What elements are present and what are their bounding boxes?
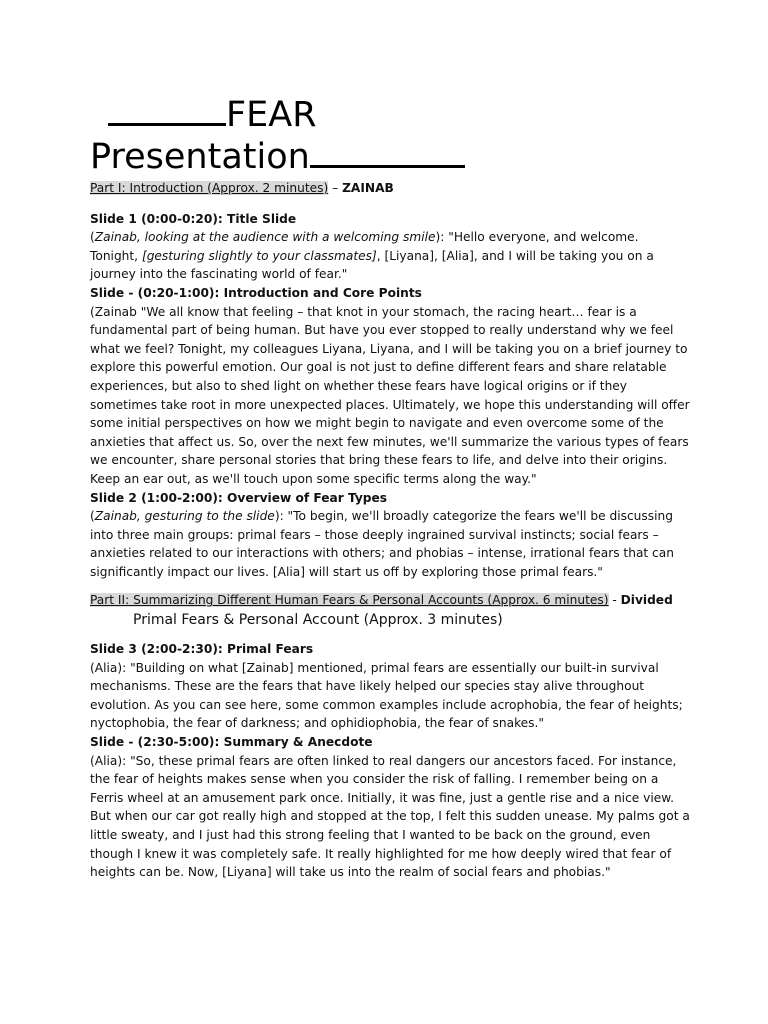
part2-separator: -	[608, 593, 621, 608]
part1-heading-line	[90, 179, 690, 198]
slide1-stage-direction-2: [gesturing slightly to your classmates]	[141, 248, 377, 263]
part1-heading: Part I: Introduction (Approx. 2 minutes)	[90, 181, 329, 195]
slide1-text-2: , [Liyana], [Alia], and I will be taking you on a journey into the fascinating world of fear."	[90, 248, 654, 282]
slide1-open: (	[90, 230, 95, 245]
title-word-presentation: Presentation	[90, 137, 310, 177]
slide-intro-heading: Slide - (0:20-1:00): Introduction and Core Points	[90, 285, 422, 300]
slide2-stage-direction: Zainab, gesturing to the slide	[94, 509, 275, 524]
slide2-heading: Slide 2 (1:00-2:00): Overview of Fear Types	[90, 490, 388, 505]
title-word-fear: FEAR	[226, 95, 317, 135]
slide3-text: (Alia): "Building on what [Zainab] mentioned, primal fears are essentially our built-in survival mechanisms. These are the fears that have likely helped our species stay alive throughout evolution. As you can see here, some common examples include acrophobia, the fear of heights; nyctophobia, the fear of darkness; and ophidiophobia, the fear of snakes."	[90, 660, 683, 731]
slide-summary-heading: Slide - (2:30-5:00): Summary & Anecdote	[90, 735, 373, 750]
slide3-heading: Slide 3 (2:00-2:30): Primal Fears	[90, 642, 314, 657]
slide1-stage-direction: Zainab, looking at the audience with a welcoming smile	[94, 230, 436, 245]
slide1-heading: Slide 1 (0:00-0:20): Title Slide	[90, 211, 297, 226]
title-line-1	[90, 94, 690, 136]
title-line-2	[90, 136, 690, 178]
slide1-text-1: ): "Hello everyone, and welcome. Tonight,	[90, 230, 639, 263]
document-body	[90, 179, 690, 882]
title-underline-right	[310, 137, 465, 168]
part1-owner: ZAINAB	[342, 181, 394, 195]
slide2-body: ): "To begin, we'll broadly categorize the fears we'll be discussing into three main groups: primal fears – those deeply ingrained survival instincts; social fears – anxieties related to our interactions with others; and phobias – intense, irrational fears that can significantly impact our lives. [Alia] will start us off by exploring those primal fears."	[90, 509, 674, 579]
part1-separator: –	[328, 181, 343, 195]
title-underline-left	[108, 95, 226, 126]
part2-heading: Part II: Summarizing Different Human Fears & Personal Accounts (Approx. 6 minutes)	[90, 593, 609, 608]
part2-subheading: Primal Fears & Personal Account (Approx. 3 minutes)	[133, 612, 503, 629]
part2-heading-line	[90, 591, 690, 610]
part2-owner: Divided	[620, 593, 673, 608]
slide2-open: (	[90, 509, 95, 524]
slide-intro-text: (Zainab "We all know that feeling – that knot in your stomach, the racing heart… fear is a fundamental part of being human. But have you ever stopped to really understand why we feel what we feel? Tonight, my colleagues Liyana, Liyana, and I will be taking you on a brief journey to explore this powerful emotion. Our goal is not just to define different fears and share relatable experiences, but also to shed light on whether these fears have logical origins or if they sometimes take root in more unexpected places. Ultimately, we hope this understanding will offer some initial perspectives on how we might begin to navigate and even overcome some of the anxieties that affect us. So, over the next few minutes, we'll summarize the various types of fears we encounter, share personal stories that bring these fears to life, and delve into their origins. Keep an ear out, as we'll touch upon some specific terms along the way."	[90, 304, 690, 486]
page-title	[90, 94, 690, 178]
slide1-text	[90, 228, 690, 284]
slide2-text	[90, 507, 690, 581]
slide-summary-text: (Alia): "So, these primal fears are often linked to real dangers our ancestors faced. For instance, the fear of heights makes sense when you consider the risk of falling. I remember being on a Ferris wheel at an amusement park once. Initially, it was fine, just a gentle rise and a nice view. But when our car got really high and stopped at the top, I felt this sudden unease. My palms got a little sweaty, and I just had this strong feeling that I wanted to be back on the ground, even though I knew it was completely safe. It really highlighted for me how deeply wired that fear of heights can be. Now, [Liyana] will take us into the realm of social fears and phobias."	[90, 753, 690, 880]
